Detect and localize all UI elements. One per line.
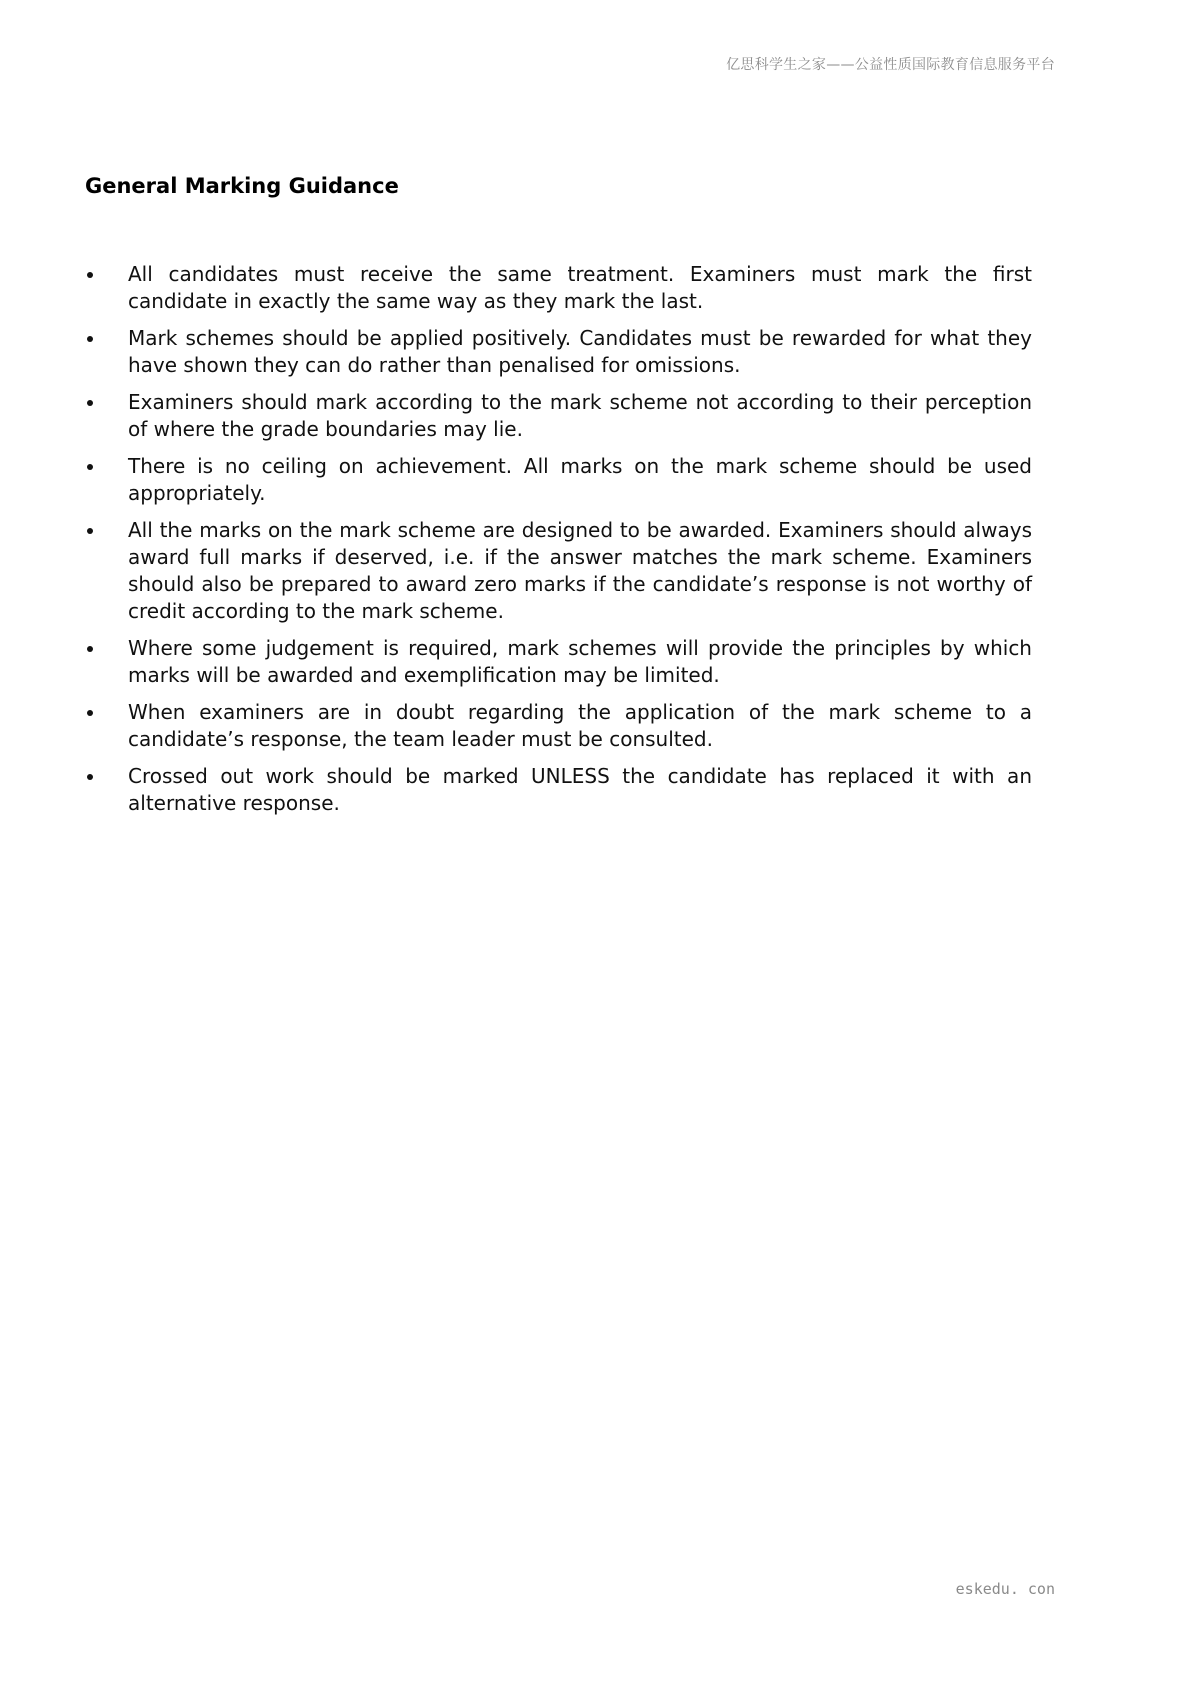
guidance-list: [85, 261, 1032, 827]
list-item-text: All the marks on the mark scheme are designed to be awarded. Examiners should always award full marks if deserved, i.e. if the answer matches the mark scheme. Examiners should also be prepared to award zero marks if the candidate’s response is not worthy of credit according to the mark scheme.: [128, 518, 1032, 623]
header-site-note: 亿思科学生之家——公益性质国际教育信息服务平台: [726, 57, 1055, 73]
footer-site-domain: eskedu. con: [955, 1580, 1055, 1598]
list-item: [85, 517, 1032, 625]
list-item: [85, 261, 1032, 315]
list-item: [85, 763, 1032, 817]
bullet-icon: [87, 646, 93, 652]
list-item-text: All candidates must receive the same treatment. Examiners must mark the first candidate in exactly the same way as they mark the last.: [128, 262, 1032, 313]
list-item: [85, 389, 1032, 443]
page-title: General Marking Guidance: [85, 174, 399, 198]
list-item-text: When examiners are in doubt regarding the application of the mark scheme to a candidate’s response, the team leader must be consulted.: [128, 700, 1032, 751]
list-item-text: Crossed out work should be marked UNLESS the candidate has replaced it with an alternative response.: [128, 764, 1032, 815]
bullet-icon: [87, 400, 93, 406]
bullet-icon: [87, 336, 93, 342]
bullet-icon: [87, 528, 93, 534]
list-item-text: Where some judgement is required, mark schemes will provide the principles by which marks will be awarded and exemplification may be limited.: [128, 636, 1032, 687]
list-item: [85, 699, 1032, 753]
list-item-text: Mark schemes should be applied positively. Candidates must be rewarded for what they have shown they can do rather than penalised for omissions.: [128, 326, 1032, 377]
list-item-text: There is no ceiling on achievement. All marks on the mark scheme should be used appropriately.: [128, 454, 1032, 505]
bullet-icon: [87, 774, 93, 780]
bullet-icon: [87, 464, 93, 470]
bullet-icon: [87, 710, 93, 716]
list-item-text: Examiners should mark according to the mark scheme not according to their perception of where the grade boundaries may lie.: [128, 390, 1032, 441]
list-item: [85, 453, 1032, 507]
bullet-icon: [87, 272, 93, 278]
list-item: [85, 635, 1032, 689]
list-item: [85, 325, 1032, 379]
